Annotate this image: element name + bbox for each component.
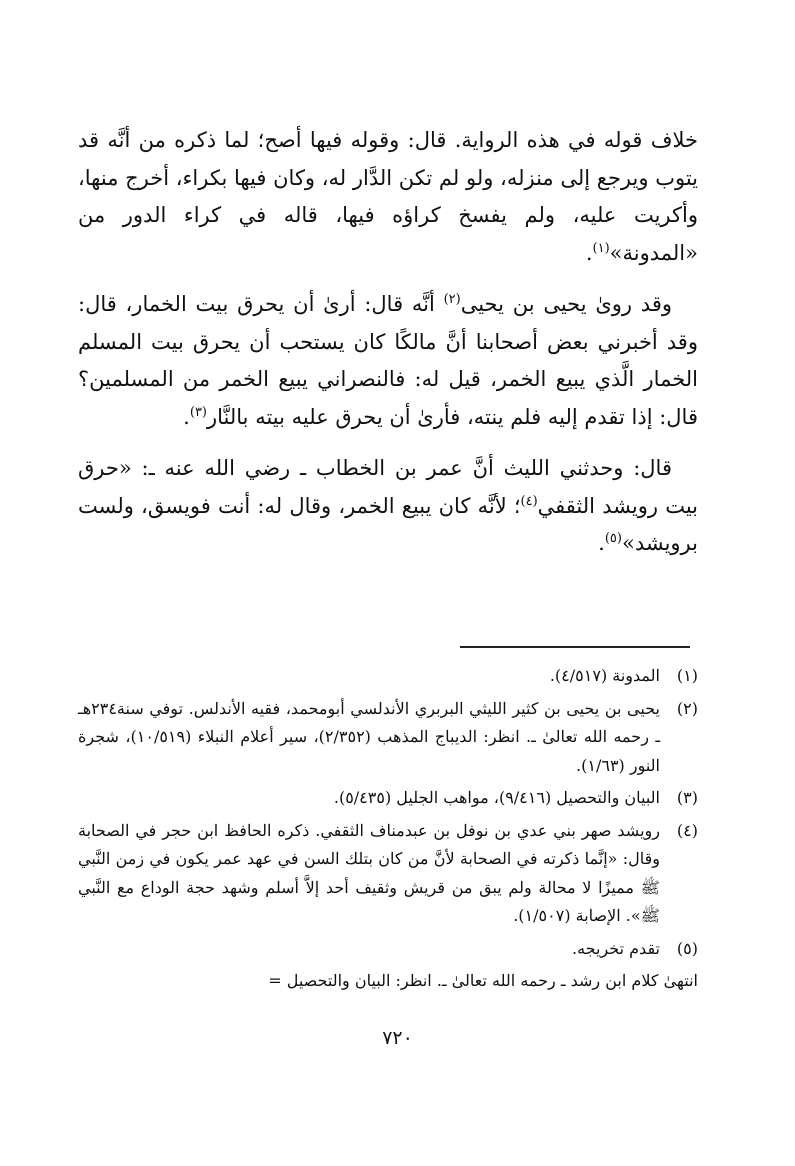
footnotes [78, 662, 698, 996]
footnote-ref-2: (٢) [443, 292, 461, 307]
paragraph-1-text: خلاف قوله في هذه الرواية. قال: وقوله فيها أصح؛ لما ذكره من أنَّه قد يتوب ويرجع إلى منزله، ولو لم تكن الدَّار له، وكان فيها بكراء، أخرج منها، وأكريت عليه، ولم يفسخ كراؤه فيها، قاله في كراء الدور من «المدونة» [78, 128, 698, 265]
footnote-text: تقدم تخريجه. [572, 938, 660, 958]
footnote-2 [78, 695, 698, 781]
paragraph-3-text-b: ؛ لأنَّه كان يبيع الخمر، وقال له: أنت فويسق، ولست برويشد» [78, 493, 698, 555]
paragraph-3-text-a: قال: وحدثني الليث أنَّ عمر بن الخطاب ـ رضي الله عنه ـ: «حرق بيت رويشد الثقفي [78, 456, 698, 518]
footnote-divider [460, 646, 690, 648]
footnote-text: رويشد صهر بني عدي بن نوفل بن عبدمناف الثقفي. ذكره الحافظ ابن حجر في الصحابة وقال: «إنَّما ذكرته في الصحابة لأنَّ من كان بتلك السن في عهد عمر يكون في زمن النَّبي ﷺ مميزًا لا محالة ولم يبق من قريش وثقيف أحد إلاَّ أسلم وشهد حجة الوداع مع النَّبي ﷺ». الإصابة (١/٥٠٧). [78, 820, 660, 925]
paragraph-2-text-b: أنَّه قال: أرىٰ أن يحرق بيت الخمار، قال: وقد أخبرني بعض أصحابنا أنَّ مالكًا كان يستحب أن يحرق بيت المسلم الخمار الَّذي يبيع الخمر، قيل له: فالنصراني يبيع الخمر من المسلمين؟ قال: إذا تقدم إليه فلم ينته، فأرىٰ أن يحرق عليه بيته بالنَّار [78, 292, 698, 429]
footnote-5 [78, 935, 698, 964]
paragraph-2 [78, 286, 698, 436]
footnote-4 [78, 817, 698, 931]
footnote-ref-3: (٣) [189, 404, 207, 420]
main-text [78, 122, 698, 577]
footnote-number: (٣) [676, 788, 698, 807]
footnote-number: (٥) [676, 938, 698, 958]
footnote-text: يحيى بن يحيى بن كثير الليثي البربري الأندلسي أبومحمد، فقيه الأندلس. توفي سنة٢٣٤هـ ـ رحمه الله تعالىٰ ـ. انظر: الديباج المذهب (٢/٣٥٢)، سير أعلام النبلاء (١٠/٥١٩)، شجرة النور (١/٦٣). [78, 698, 661, 775]
paragraph-2-text-a: وقد روىٰ يحيى بن يحيى [460, 292, 672, 316]
footnote-number: (١) [676, 666, 698, 685]
footnote-number: (٤) [676, 820, 698, 840]
paragraph-1-end: . [585, 240, 593, 265]
paragraph-3 [78, 450, 698, 563]
paragraph-2-end: . [183, 404, 190, 429]
footnote-ref-5: (٥) [604, 531, 622, 546]
footnote-1 [78, 662, 698, 691]
footnote-text: البيان والتحصيل (٩/٤١٦)، مواهب الجليل (٥/٤٣٥). [333, 788, 660, 807]
paragraph-3-end: . [598, 531, 605, 555]
footnote-3 [78, 784, 698, 813]
footnote-ref-4: (٤) [520, 493, 538, 509]
paragraph-1 [78, 122, 698, 272]
footnote-number: (٢) [676, 698, 698, 718]
footnote-text: المدونة (٤/٥١٧). [549, 666, 660, 685]
footnote-continuation: انتهىٰ كلام ابن رشد ـ رحمه الله تعالىٰ ـ. انظر: البيان والتحصيل = [268, 971, 698, 990]
page-number: ٧٢٠ [382, 1027, 413, 1049]
footnote-ref-1: (١) [592, 240, 610, 256]
